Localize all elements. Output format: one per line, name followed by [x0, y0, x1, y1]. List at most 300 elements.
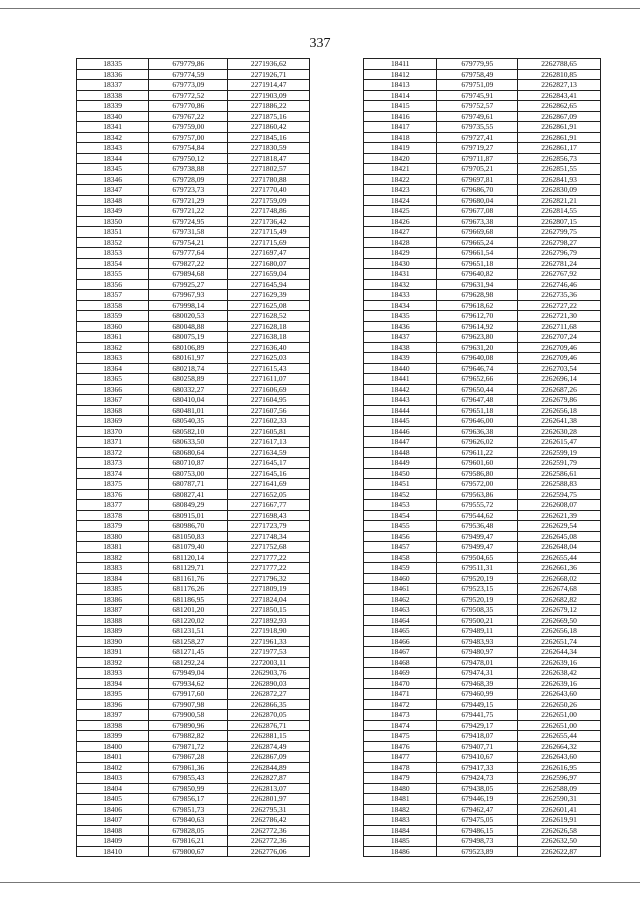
y-coordinate-cell: 2271698,43 — [228, 510, 310, 521]
point-number-cell: 18443 — [364, 395, 437, 406]
table-row — [77, 647, 310, 658]
x-coordinate-cell: 679623,80 — [437, 332, 518, 343]
x-coordinate-cell: 679631,94 — [437, 279, 518, 290]
x-coordinate-cell: 679752,57 — [437, 101, 518, 112]
y-coordinate-cell: 2262638,42 — [518, 668, 601, 679]
x-coordinate-cell: 679754,21 — [149, 237, 228, 248]
y-coordinate-cell: 2262651,00 — [518, 720, 601, 731]
x-coordinate-cell: 679754,84 — [149, 143, 228, 154]
table-row — [77, 69, 310, 80]
table-row — [364, 615, 601, 626]
point-number-cell: 18441 — [364, 374, 437, 385]
point-number-cell: 18384 — [77, 573, 149, 584]
y-coordinate-cell: 2262616,95 — [518, 762, 601, 773]
x-coordinate-cell: 680986,70 — [149, 521, 228, 532]
point-number-cell: 18445 — [364, 416, 437, 427]
table-row — [77, 710, 310, 721]
y-coordinate-cell: 2271777,22 — [228, 563, 310, 574]
table-row — [77, 657, 310, 668]
y-coordinate-cell: 2262781,24 — [518, 258, 601, 269]
table-row — [77, 563, 310, 574]
table-row — [77, 227, 310, 238]
x-coordinate-cell: 679438,05 — [437, 783, 518, 794]
y-coordinate-cell: 2262798,27 — [518, 237, 601, 248]
point-number-cell: 18474 — [364, 720, 437, 731]
x-coordinate-cell: 679779,95 — [437, 59, 518, 70]
coordinates-table-right — [363, 58, 601, 857]
y-coordinate-cell: 2262687,26 — [518, 384, 601, 395]
y-coordinate-cell: 2271645,17 — [228, 458, 310, 469]
point-number-cell: 18395 — [77, 689, 149, 700]
table-row — [364, 216, 601, 227]
point-number-cell: 18483 — [364, 815, 437, 826]
y-coordinate-cell: 2271770,40 — [228, 185, 310, 196]
y-coordinate-cell: 2262827,87 — [228, 773, 310, 784]
x-coordinate-cell: 679636,38 — [437, 426, 518, 437]
point-number-cell: 18374 — [77, 468, 149, 479]
point-number-cell: 18472 — [364, 699, 437, 710]
point-number-cell: 18473 — [364, 710, 437, 721]
y-coordinate-cell: 2271748,86 — [228, 206, 310, 217]
y-coordinate-cell: 2262644,34 — [518, 647, 601, 658]
table-row — [364, 300, 601, 311]
y-coordinate-cell: 2262622,87 — [518, 846, 601, 857]
y-coordinate-cell: 2262810,85 — [518, 69, 601, 80]
y-coordinate-cell: 2262588,83 — [518, 479, 601, 490]
y-coordinate-cell: 2271645,16 — [228, 468, 310, 479]
y-coordinate-cell: 2271723,79 — [228, 521, 310, 532]
x-coordinate-cell: 679934,62 — [149, 678, 228, 689]
table-row — [364, 720, 601, 731]
table-row — [77, 762, 310, 773]
point-number-cell: 18479 — [364, 773, 437, 784]
table-row — [77, 90, 310, 101]
y-coordinate-cell: 2262843,41 — [518, 90, 601, 101]
x-coordinate-cell: 679446,19 — [437, 794, 518, 805]
point-number-cell: 18442 — [364, 384, 437, 395]
table-row — [77, 395, 310, 406]
point-number-cell: 18391 — [77, 647, 149, 658]
point-number-cell: 18447 — [364, 437, 437, 448]
table-row — [77, 332, 310, 343]
point-number-cell: 18414 — [364, 90, 437, 101]
x-coordinate-cell: 680633,50 — [149, 437, 228, 448]
point-number-cell: 18433 — [364, 290, 437, 301]
y-coordinate-cell: 2262619,91 — [518, 815, 601, 826]
x-coordinate-cell: 679520,19 — [437, 573, 518, 584]
y-coordinate-cell: 2262632,50 — [518, 836, 601, 847]
table-row — [364, 552, 601, 563]
point-number-cell: 18382 — [77, 552, 149, 563]
y-coordinate-cell: 2262821,21 — [518, 195, 601, 206]
table-row — [364, 185, 601, 196]
top-rule — [0, 8, 640, 9]
x-coordinate-cell: 679719,27 — [437, 143, 518, 154]
point-number-cell: 18436 — [364, 321, 437, 332]
y-coordinate-cell: 2262682,82 — [518, 594, 601, 605]
y-coordinate-cell: 2271830,59 — [228, 143, 310, 154]
x-coordinate-cell: 679650,44 — [437, 384, 518, 395]
point-number-cell: 18438 — [364, 342, 437, 353]
table-row — [77, 731, 310, 742]
table-row — [364, 405, 601, 416]
table-row — [77, 804, 310, 815]
point-number-cell: 18393 — [77, 668, 149, 679]
table-row — [364, 290, 601, 301]
point-number-cell: 18430 — [364, 258, 437, 269]
x-coordinate-cell: 679523,89 — [437, 846, 518, 857]
point-number-cell: 18439 — [364, 353, 437, 364]
point-number-cell: 18429 — [364, 248, 437, 259]
table-row — [77, 500, 310, 511]
x-coordinate-cell: 679855,43 — [149, 773, 228, 784]
y-coordinate-cell: 2262772,36 — [228, 836, 310, 847]
x-coordinate-cell: 679777,64 — [149, 248, 228, 259]
point-number-cell: 18394 — [77, 678, 149, 689]
x-coordinate-cell: 679669,68 — [437, 227, 518, 238]
point-number-cell: 18350 — [77, 216, 149, 227]
x-coordinate-cell: 679774,59 — [149, 69, 228, 80]
x-coordinate-cell: 679652,66 — [437, 374, 518, 385]
table-row — [364, 258, 601, 269]
y-coordinate-cell: 2262596,97 — [518, 773, 601, 784]
x-coordinate-cell: 680020,53 — [149, 311, 228, 322]
point-number-cell: 18437 — [364, 332, 437, 343]
table-row — [364, 846, 601, 857]
table-row — [77, 552, 310, 563]
table-row — [77, 258, 310, 269]
y-coordinate-cell: 2271875,16 — [228, 111, 310, 122]
x-coordinate-cell: 679614,92 — [437, 321, 518, 332]
y-coordinate-cell: 2262844,89 — [228, 762, 310, 773]
x-coordinate-cell: 679738,88 — [149, 164, 228, 175]
table-row — [77, 636, 310, 647]
table-row — [77, 237, 310, 248]
point-number-cell: 18470 — [364, 678, 437, 689]
point-number-cell: 18376 — [77, 489, 149, 500]
point-number-cell: 18480 — [364, 783, 437, 794]
table-row — [364, 584, 601, 595]
x-coordinate-cell: 679424,73 — [437, 773, 518, 784]
x-coordinate-cell: 679651,18 — [437, 405, 518, 416]
point-number-cell: 18471 — [364, 689, 437, 700]
table-row — [77, 605, 310, 616]
x-coordinate-cell: 679511,31 — [437, 563, 518, 574]
y-coordinate-cell: 2271636,40 — [228, 342, 310, 353]
x-coordinate-cell: 679586,80 — [437, 468, 518, 479]
x-coordinate-cell: 679770,86 — [149, 101, 228, 112]
point-number-cell: 18338 — [77, 90, 149, 101]
point-number-cell: 18346 — [77, 174, 149, 185]
table-row — [364, 531, 601, 542]
x-coordinate-cell: 680753,00 — [149, 468, 228, 479]
table-row — [77, 678, 310, 689]
table-row — [364, 80, 601, 91]
y-coordinate-cell: 2271759,09 — [228, 195, 310, 206]
point-number-cell: 18458 — [364, 552, 437, 563]
point-number-cell: 18397 — [77, 710, 149, 721]
x-coordinate-cell: 679673,38 — [437, 216, 518, 227]
x-coordinate-cell: 680048,88 — [149, 321, 228, 332]
x-coordinate-cell: 679462,47 — [437, 804, 518, 815]
point-number-cell: 18460 — [364, 573, 437, 584]
y-coordinate-cell: 2271611,07 — [228, 374, 310, 385]
table-row — [364, 594, 601, 605]
y-coordinate-cell: 2271736,42 — [228, 216, 310, 227]
y-coordinate-cell: 2262827,13 — [518, 80, 601, 91]
x-coordinate-cell: 679867,28 — [149, 752, 228, 763]
y-coordinate-cell: 2262727,22 — [518, 300, 601, 311]
y-coordinate-cell: 2262711,68 — [518, 321, 601, 332]
point-number-cell: 18405 — [77, 794, 149, 805]
point-number-cell: 18365 — [77, 374, 149, 385]
y-coordinate-cell: 2271914,47 — [228, 80, 310, 91]
table-row — [77, 531, 310, 542]
table-row — [364, 332, 601, 343]
table-row — [364, 437, 601, 448]
x-coordinate-cell: 679882,82 — [149, 731, 228, 742]
point-number-cell: 18425 — [364, 206, 437, 217]
table-row — [364, 384, 601, 395]
point-number-cell: 18403 — [77, 773, 149, 784]
table-row — [364, 237, 601, 248]
table-row — [77, 153, 310, 164]
y-coordinate-cell: 2262861,91 — [518, 132, 601, 143]
x-coordinate-cell: 680161,97 — [149, 353, 228, 364]
point-number-cell: 18484 — [364, 825, 437, 836]
point-number-cell: 18367 — [77, 395, 149, 406]
table-row — [77, 783, 310, 794]
x-coordinate-cell: 679890,96 — [149, 720, 228, 731]
table-row — [364, 426, 601, 437]
x-coordinate-cell: 679758,49 — [437, 69, 518, 80]
y-coordinate-cell: 2262626,58 — [518, 825, 601, 836]
point-number-cell: 18364 — [77, 363, 149, 374]
point-number-cell: 18375 — [77, 479, 149, 490]
x-coordinate-cell: 679871,72 — [149, 741, 228, 752]
point-number-cell: 18486 — [364, 846, 437, 857]
x-coordinate-cell: 679721,22 — [149, 206, 228, 217]
x-coordinate-cell: 679677,08 — [437, 206, 518, 217]
x-coordinate-cell: 679460,99 — [437, 689, 518, 700]
y-coordinate-cell: 2262851,55 — [518, 164, 601, 175]
x-coordinate-cell: 679611,22 — [437, 447, 518, 458]
y-coordinate-cell: 2262767,92 — [518, 269, 601, 280]
y-coordinate-cell: 2271903,09 — [228, 90, 310, 101]
x-coordinate-cell: 679757,00 — [149, 132, 228, 143]
y-coordinate-cell: 2271659,04 — [228, 269, 310, 280]
point-number-cell: 18407 — [77, 815, 149, 826]
x-coordinate-cell: 679601,60 — [437, 458, 518, 469]
table-row — [364, 836, 601, 847]
point-number-cell: 18475 — [364, 731, 437, 742]
y-coordinate-cell: 2262721,30 — [518, 311, 601, 322]
point-number-cell: 18456 — [364, 531, 437, 542]
y-coordinate-cell: 2262772,36 — [228, 825, 310, 836]
y-coordinate-cell: 2271802,57 — [228, 164, 310, 175]
point-number-cell: 18366 — [77, 384, 149, 395]
x-coordinate-cell: 679680,04 — [437, 195, 518, 206]
table-row — [364, 762, 601, 773]
y-coordinate-cell: 2262664,32 — [518, 741, 601, 752]
y-coordinate-cell: 2271628,18 — [228, 321, 310, 332]
x-coordinate-cell: 679499,47 — [437, 531, 518, 542]
point-number-cell: 18343 — [77, 143, 149, 154]
point-number-cell: 18349 — [77, 206, 149, 217]
point-number-cell: 18450 — [364, 468, 437, 479]
x-coordinate-cell: 679779,86 — [149, 59, 228, 70]
y-coordinate-cell: 2262586,61 — [518, 468, 601, 479]
point-number-cell: 18402 — [77, 762, 149, 773]
table-row — [77, 437, 310, 448]
y-coordinate-cell: 2271628,52 — [228, 311, 310, 322]
y-coordinate-cell: 2262674,68 — [518, 584, 601, 595]
table-row — [364, 269, 601, 280]
x-coordinate-cell: 679640,82 — [437, 269, 518, 280]
x-coordinate-cell: 679949,04 — [149, 668, 228, 679]
table-row — [77, 836, 310, 847]
x-coordinate-cell: 679731,58 — [149, 227, 228, 238]
point-number-cell: 18455 — [364, 521, 437, 532]
table-row — [364, 794, 601, 805]
table-row — [364, 678, 601, 689]
point-number-cell: 18368 — [77, 405, 149, 416]
table-row — [77, 384, 310, 395]
x-coordinate-cell: 679475,05 — [437, 815, 518, 826]
table-row — [77, 216, 310, 227]
table-row — [364, 542, 601, 553]
y-coordinate-cell: 2262591,79 — [518, 458, 601, 469]
coordinates-table-left — [76, 58, 310, 857]
table-row — [364, 605, 601, 616]
y-coordinate-cell: 2262601,41 — [518, 804, 601, 815]
table-row — [77, 405, 310, 416]
y-coordinate-cell: 2271667,77 — [228, 500, 310, 511]
table-row — [77, 290, 310, 301]
y-coordinate-cell: 2271641,69 — [228, 479, 310, 490]
point-number-cell: 18358 — [77, 300, 149, 311]
table-row — [77, 111, 310, 122]
y-coordinate-cell: 2262735,36 — [518, 290, 601, 301]
x-coordinate-cell: 681050,83 — [149, 531, 228, 542]
table-row — [364, 815, 601, 826]
y-coordinate-cell: 2262746,46 — [518, 279, 601, 290]
y-coordinate-cell: 2262679,86 — [518, 395, 601, 406]
point-number-cell: 18462 — [364, 594, 437, 605]
table-row — [77, 510, 310, 521]
table-row — [77, 164, 310, 175]
table-row — [77, 542, 310, 553]
x-coordinate-cell: 679686,70 — [437, 185, 518, 196]
x-coordinate-cell: 679618,62 — [437, 300, 518, 311]
y-coordinate-cell: 2262648,04 — [518, 542, 601, 553]
x-coordinate-cell: 679900,58 — [149, 710, 228, 721]
table-row — [364, 804, 601, 815]
y-coordinate-cell: 2262655,44 — [518, 552, 601, 563]
y-coordinate-cell: 2271752,68 — [228, 542, 310, 553]
point-number-cell: 18370 — [77, 426, 149, 437]
y-coordinate-cell: 2271918,90 — [228, 626, 310, 637]
table-row — [77, 80, 310, 91]
x-coordinate-cell: 679429,17 — [437, 720, 518, 731]
point-number-cell: 18478 — [364, 762, 437, 773]
point-number-cell: 18342 — [77, 132, 149, 143]
y-coordinate-cell: 2271780,88 — [228, 174, 310, 185]
x-coordinate-cell: 679856,17 — [149, 794, 228, 805]
y-coordinate-cell: 2262641,38 — [518, 416, 601, 427]
point-number-cell: 18466 — [364, 636, 437, 647]
y-coordinate-cell: 2262709,46 — [518, 342, 601, 353]
x-coordinate-cell: 681220,02 — [149, 615, 228, 626]
table-row — [364, 132, 601, 143]
x-coordinate-cell: 679767,22 — [149, 111, 228, 122]
point-number-cell: 18413 — [364, 80, 437, 91]
y-coordinate-cell: 2271886,22 — [228, 101, 310, 112]
table-row — [77, 615, 310, 626]
table-row — [364, 479, 601, 490]
x-coordinate-cell: 679555,72 — [437, 500, 518, 511]
x-coordinate-cell: 680218,74 — [149, 363, 228, 374]
table-row — [77, 101, 310, 112]
point-number-cell: 18385 — [77, 584, 149, 595]
point-number-cell: 18418 — [364, 132, 437, 143]
y-coordinate-cell: 2262650,26 — [518, 699, 601, 710]
point-number-cell: 18481 — [364, 794, 437, 805]
y-coordinate-cell: 2262813,07 — [228, 783, 310, 794]
point-number-cell: 18371 — [77, 437, 149, 448]
y-coordinate-cell: 2262872,27 — [228, 689, 310, 700]
x-coordinate-cell: 679417,33 — [437, 762, 518, 773]
y-coordinate-cell: 2262709,46 — [518, 353, 601, 364]
y-coordinate-cell: 2262799,75 — [518, 227, 601, 238]
point-number-cell: 18341 — [77, 122, 149, 133]
point-number-cell: 18417 — [364, 122, 437, 133]
table-row — [364, 395, 601, 406]
y-coordinate-cell: 2271860,42 — [228, 122, 310, 133]
x-coordinate-cell: 679724,95 — [149, 216, 228, 227]
y-coordinate-cell: 2271809,19 — [228, 584, 310, 595]
table-row — [77, 773, 310, 784]
y-coordinate-cell: 2262661,36 — [518, 563, 601, 574]
point-number-cell: 18459 — [364, 563, 437, 574]
point-number-cell: 18399 — [77, 731, 149, 742]
x-coordinate-cell: 681292,24 — [149, 657, 228, 668]
y-coordinate-cell: 2271625,03 — [228, 353, 310, 364]
y-coordinate-cell: 2262629,54 — [518, 521, 601, 532]
y-coordinate-cell: 2271605,81 — [228, 426, 310, 437]
point-number-cell: 18339 — [77, 101, 149, 112]
table-row — [77, 363, 310, 374]
point-number-cell: 18461 — [364, 584, 437, 595]
x-coordinate-cell: 679536,48 — [437, 521, 518, 532]
point-number-cell: 18457 — [364, 542, 437, 553]
y-coordinate-cell: 2271926,71 — [228, 69, 310, 80]
y-coordinate-cell: 2262786,42 — [228, 815, 310, 826]
table-row — [364, 500, 601, 511]
point-number-cell: 18426 — [364, 216, 437, 227]
y-coordinate-cell: 2271715,49 — [228, 227, 310, 238]
point-number-cell: 18454 — [364, 510, 437, 521]
y-coordinate-cell: 2271777,22 — [228, 552, 310, 563]
table-row — [77, 174, 310, 185]
point-number-cell: 18408 — [77, 825, 149, 836]
table-row — [364, 773, 601, 784]
table-row — [77, 458, 310, 469]
table-row — [364, 710, 601, 721]
point-number-cell: 18336 — [77, 69, 149, 80]
point-number-cell: 18406 — [77, 804, 149, 815]
x-coordinate-cell: 679772,52 — [149, 90, 228, 101]
